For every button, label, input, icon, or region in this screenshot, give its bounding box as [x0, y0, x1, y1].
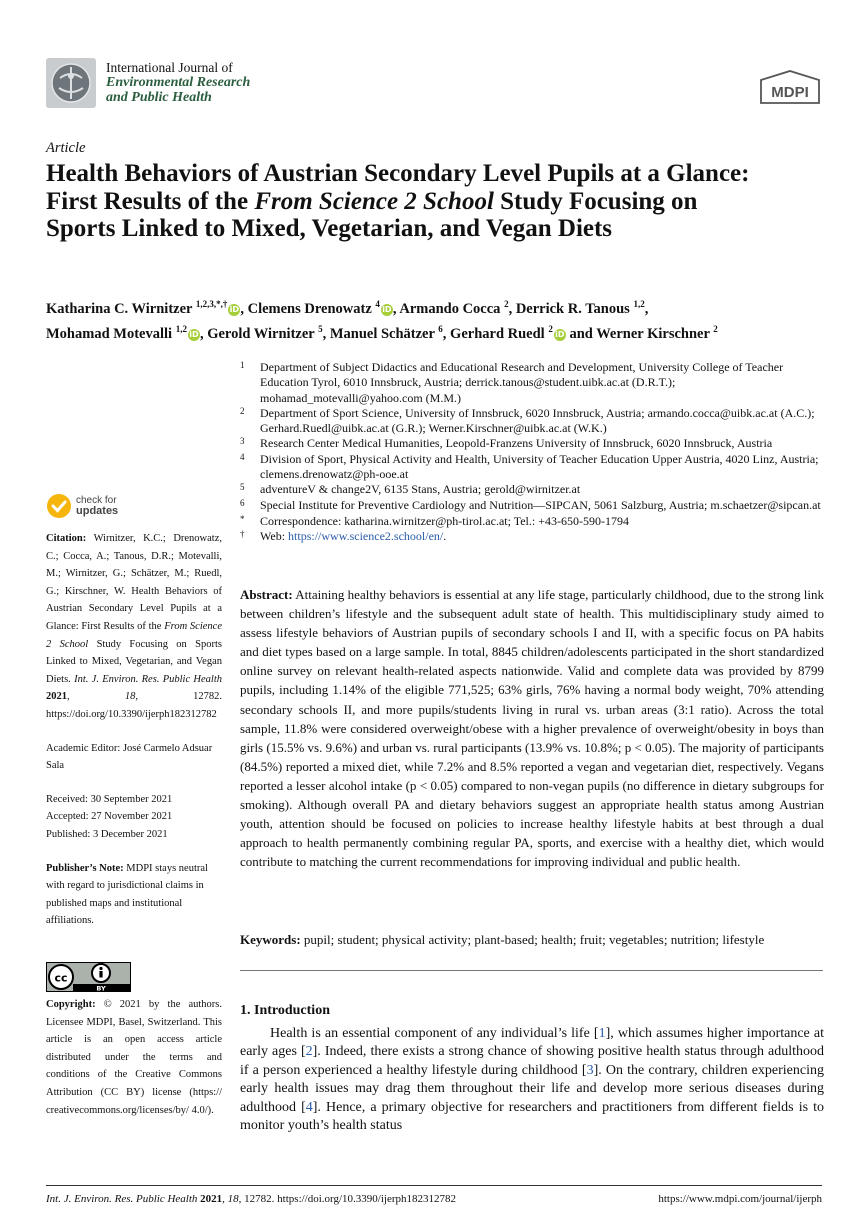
author-affiliation-sup: 4 — [375, 299, 380, 309]
author-name: Katharina C. Wirnitzer — [46, 300, 193, 317]
title-part2: Study Focusing on Sports Linked to Mixed, Vegetarian, and Vegan Diets — [46, 187, 698, 242]
sidebar-info — [46, 530, 222, 946]
affiliation-number: * — [240, 513, 245, 524]
author — [207, 323, 323, 342]
affiliation-item — [240, 514, 830, 529]
author — [596, 323, 718, 342]
affiliation-web — [240, 529, 830, 544]
section-divider — [240, 970, 823, 971]
ref-link-3[interactable]: 3 — [586, 1062, 594, 1078]
citation-text-2: Study Focusing on Sports Linked to Mixed, Vegetarian, and Vegan Diets. — [46, 638, 223, 685]
publisher-note-text: MDPI stays neutral with regard to jurisdictional claims in published maps and institutional affiliations. — [46, 862, 208, 927]
cc-badge-label: BY — [96, 984, 106, 992]
journal-name-line3: and Public Health — [106, 90, 212, 105]
affiliation-text: Research Center Medical Humanities, Leopold-Franzens University of Innsbruck, 6020 Innsbruck, Austria — [260, 436, 773, 451]
author-affiliation-sup: 6 — [438, 323, 443, 334]
affiliation-text: Department of Subject Didactics and Educational Research and Development, University College of Teacher Education Tyrol, 6010 Innsbruck, Austria; derrick.tanous@student.uibk.ac.at (D.R.T.); mohamad_motevalli@yahoo.com (M.M.) — [260, 360, 784, 405]
affiliation-number: 6 — [240, 497, 245, 508]
citation-italic-1: From Science 2 School — [46, 620, 222, 650]
cc-by-license-badge[interactable] — [46, 962, 131, 992]
mdpi-logo — [760, 70, 820, 104]
check-for-updates-button[interactable] — [46, 492, 156, 520]
check-updates-line2: updates — [76, 505, 119, 517]
author — [248, 301, 393, 317]
citation-year: 2021 — [46, 691, 67, 703]
svg-text:cc: cc — [54, 971, 68, 985]
affiliation-text: Correspondence: katharina.wirnitzer@ph-tirol.ac.at; Tel.: +43-650-590-1794 — [260, 513, 629, 528]
keywords — [240, 930, 830, 949]
intro-text-5: ]. Hence, a primary objective for researchers and practitioners from different fields is to monitor youth’s health status — [240, 1099, 824, 1134]
citation-sep: , — [67, 691, 125, 703]
affiliation-item — [240, 360, 830, 406]
journal-name-line1: International Journal of — [106, 60, 233, 75]
citation-text-1: Wirnitzer, K.C.; Drenowatz, C.; Cocca, A.; Tanous, D.R.; Motevalli, M.; Wirnitzer, G.; Schätzer, M.; Ruedl, G.; Kirschner, W. Health Behaviors of Austrian Secondary Level Pupils at a Glance: First Results of the — [46, 533, 223, 632]
author — [329, 323, 443, 342]
web-end: . — [443, 529, 447, 544]
affiliation-item — [240, 498, 830, 513]
title-part1: Health Behaviors of Austrian Secondary Level Pupils at a Glance: First Results of the — [46, 160, 750, 215]
mdpi-logo-text: MDPI — [771, 84, 809, 101]
intro-text-3: ]. Indeed, there exists a strong chance of showing positive health status through adulthood if a person experienced a healthy lifestyle during childhood [ — [240, 1044, 824, 1078]
author-name: Gerhard Ruedl — [450, 325, 545, 342]
footer-journal-url[interactable]: https://www.mdpi.com/journal/ijerph — [658, 1193, 822, 1205]
author-list: Katharina C. Wirnitzer $^{1,2,3,*,\dagger}$iD, Clemens Drenowatz $^4$iD, Armando Cocca $^2$, Derrick R. Tanous $^{1,2}$, Mohamad Motevalli $^{1,2}$iD, Gerold Wirnitzer $^5$, Manuel Schätzer $^6$, Gerhard Ruedl $^2$iD and Werner Kirschner $^2$ — [46, 299, 718, 342]
footer-journal: Int. J. Environ. Res. Public Health — [46, 1193, 198, 1205]
affiliation-item — [240, 452, 830, 483]
affiliation-text: Department of Sport Science, University of Innsbruck, 6020 Innsbruck, Austria; armando.cocca@uibk.ac.at (A.C.); Gerhard.Ruedl@uibk.ac.at (G.R.); Werner.Kirschner@uibk.ac.at (W.K.) — [260, 405, 815, 436]
publisher-note — [46, 860, 222, 930]
affiliation-item — [240, 436, 830, 451]
abstract — [240, 585, 824, 871]
affiliation-text: Special Institute for Preventive Cardiology and Nutrition—SIPCAN, 5061 Salzburg, Austria; m.schaetzer@sipcan.at — [260, 497, 821, 512]
academic-editor: Academic Editor: José Carmelo Adsuar Sala — [46, 742, 213, 772]
footer-rule — [46, 1185, 822, 1186]
ref-link-2[interactable]: 2 — [305, 1044, 313, 1060]
author-name: Armando Cocca — [399, 300, 501, 317]
citation-volume: 18 — [124, 691, 136, 703]
date-received: Received: 30 September 2021 — [46, 793, 173, 805]
affiliations — [240, 360, 830, 545]
orcid-icon[interactable]: iD — [555, 329, 565, 339]
affiliation-number: † — [240, 529, 245, 540]
author-name: Derrick R. Tanous — [515, 300, 630, 317]
author-affiliation-sup: 1,2,3,*,† — [195, 299, 228, 309]
intro-text-1: Health is an essential component of any individual’s life [ — [270, 1026, 599, 1041]
section-heading-introduction: 1. Introduction — [240, 1003, 330, 1018]
affiliation-item — [240, 482, 830, 497]
check-updates-line1: check for — [76, 495, 117, 506]
introduction-body — [240, 1025, 824, 1135]
keywords-text: pupil; student; physical activity; plant-based; health; fruit; vegetables; nutrition; lifestyle — [303, 932, 765, 947]
ref-link-4[interactable]: 4 — [305, 1099, 313, 1115]
affiliation-number: 5 — [240, 482, 245, 493]
web-link[interactable]: https://www.science2.school/en/ — [288, 529, 444, 544]
author-affiliation-sup: 2 — [504, 299, 509, 309]
footer-volume: 18 — [227, 1193, 239, 1205]
author — [516, 301, 645, 317]
author — [399, 301, 508, 317]
footer-year: 2021 — [200, 1193, 223, 1205]
article-type: Article — [46, 140, 86, 156]
intro-text-4: ]. On the contrary, children experiencing early health issues may drag them throughout their life and develop more serious diseases during adulthood [ — [240, 1062, 825, 1115]
orcid-icon[interactable]: iD — [189, 329, 199, 339]
orcid-icon[interactable]: iD — [229, 304, 240, 314]
copyright-notice — [46, 996, 222, 1119]
author — [46, 301, 240, 317]
citation-block — [46, 530, 222, 724]
author-name: Werner Kirschner — [596, 325, 710, 342]
citation-label: Citation: — [46, 533, 87, 544]
keywords-label: Keywords: — [240, 932, 301, 947]
article-title — [46, 160, 766, 243]
title-italic: From Science 2 School — [254, 187, 494, 215]
affiliation-number: 1 — [240, 360, 245, 370]
author-affiliation-sup: 2 — [548, 323, 553, 334]
intro-text-2: ], which assumes higher importance at early ages [ — [240, 1026, 824, 1060]
affiliation-item — [240, 406, 830, 437]
check-updates-icon — [46, 493, 72, 519]
orcid-icon[interactable]: iD — [382, 304, 392, 314]
footer-doi: , 12782. https://doi.org/10.3390/ijerph182312782 — [238, 1193, 457, 1205]
citation-doi: , 12782. https://doi.org/10.3390/ijerph182312782 — [46, 691, 222, 720]
publisher-note-label: Publisher’s Note: — [46, 862, 124, 874]
author-name: Clemens Drenowatz — [247, 300, 372, 317]
web-label: Web: — [260, 529, 289, 544]
copyright-label: Copyright: — [46, 999, 96, 1010]
affiliation-number: 3 — [240, 436, 245, 447]
author-name: Gerold Wirnitzer — [207, 325, 315, 342]
affiliation-number: 4 — [240, 451, 245, 462]
author-affiliation-sup: 5 — [318, 323, 323, 334]
author-affiliation-sup: 1,2 — [175, 323, 187, 334]
journal-name-line2: Environmental Research — [106, 75, 251, 90]
abstract-text: Attaining healthy behaviors is essential at any life stage, particularly childhood, due to the strong link between children’s lifestyle and the subsequent adult state of health. This multidisciplinary study aimed to assess lifestyle behaviors of Austrian pupils of secondary schools I and II, with a specific focus on PA habits and diet types based on a large sample. In total, 8845 children/adolescents participated in the short standardized online survey on relevant health-related aspects nationwide. Valid and complete data was provided by 8799 pupils, including 1.14% of the eligible 771,525; 63% girls, 76% having a normal body weight, 70% attending secondary schools II, and more pupils/students living in rural vs. urban areas (3:1 ratio). Across the total sample, 11.8% were considered overweight/obese with a higher prevalence of overweight/obesity in boys than girls (15.5% vs. 9.6%) and urban vs. rural participants (13.9% vs. 10.8%; p < 0.05). The majority of participants (84.5%) reported a mixed diet, while 7.2% and 8.5% reported a vegan and vegetarian diet, respectively. Vegans reported a lesser alcohol intake (p < 0.05) compared to non-vegan pupils (no difference in dietary subgroups for smoking). Although overall PA and dietary behaviors suggest an appropriate health status among Austrian youth, attention should be focused on policies to increase healthy lifestyle habits at best through a dual approach to health permanently combining regular PA, sports, and exercise with a healthy diet, which would contribute to matching the current recommendations for improving individual and public health. — [240, 587, 824, 870]
author-name: Manuel Schätzer — [329, 325, 435, 342]
affiliation-text: adventureV & change2V, 6135 Stans, Austria; gerold@wirnitzer.at — [260, 482, 581, 497]
author-affiliation-sup: 2 — [713, 323, 718, 334]
affiliation-text: Division of Sport, Physical Activity and Health, University of Teacher Education Upper Austria, 4020 Linz, Austria; clemens.drenowatz@ph-ooe.at — [260, 451, 819, 482]
date-accepted: Accepted: 27 November 2021 — [46, 811, 173, 823]
author-affiliation-sup: 1,2 — [633, 299, 645, 309]
date-published: Published: 3 December 2021 — [46, 828, 168, 840]
journal-logo — [46, 58, 96, 108]
citation-journal: Int. J. Environ. Res. Public Health — [74, 673, 222, 685]
copyright-text: © 2021 by the authors. Licensee MDPI, Basel, Switzerland. This article is an open access article distributed under the terms and conditions of the Creative Commons Attribution (CC BY) license (https:// creativecommons.org/licenses/by/ 4.0/). — [46, 999, 223, 1116]
author-name: Mohamad Motevalli — [46, 325, 173, 342]
abstract-label: Abstract: — [240, 587, 293, 602]
footer-citation: Int. J. Environ. Res. Public Health 2021, 18, 12782. https://doi.org/10.3390/ijerph182312782 — [46, 1193, 457, 1205]
ref-link-1[interactable]: 1 — [598, 1026, 606, 1041]
author — [450, 323, 566, 342]
author — [46, 323, 200, 342]
journal-name — [106, 60, 250, 105]
affiliation-number: 2 — [240, 405, 245, 416]
